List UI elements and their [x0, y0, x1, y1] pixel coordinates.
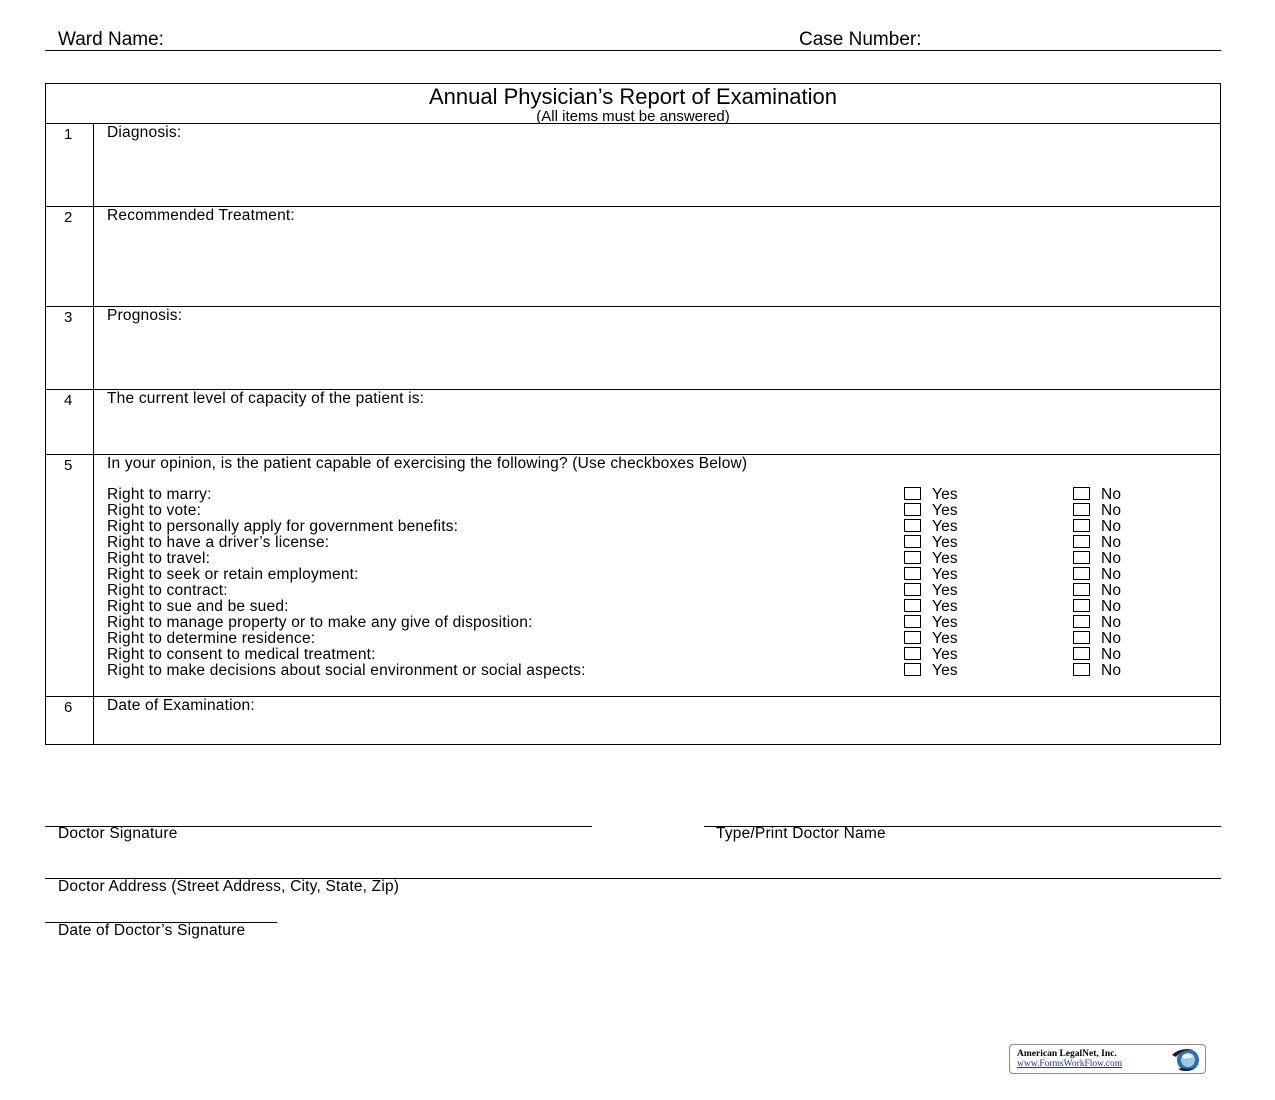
exam-report-table [45, 83, 1221, 745]
no-label: No [1101, 582, 1122, 599]
yes-option[interactable] [904, 599, 958, 615]
yes-option[interactable] [904, 615, 958, 631]
yes-label: Yes [932, 662, 958, 679]
right-label: Right to marry: [107, 486, 212, 503]
form-title-block [46, 84, 1220, 123]
row-capabilities [46, 454, 1220, 696]
header-underline [45, 50, 1221, 51]
row-number: 1 [64, 126, 73, 143]
right-label: Right to vote: [107, 502, 202, 519]
right-label: Right to make decisions about social environment or social aspects: [107, 662, 586, 679]
no-label: No [1101, 550, 1122, 567]
yes-label: Yes [932, 646, 958, 663]
row-exam-date[interactable] [46, 696, 1220, 745]
no-label: No [1101, 614, 1122, 631]
yes-option[interactable] [904, 503, 958, 519]
no-label: No [1101, 566, 1122, 583]
right-label: Right to sue and be sued: [107, 598, 289, 615]
yes-checkbox[interactable] [904, 663, 921, 676]
no-label: No [1101, 646, 1122, 663]
row-label: The current level of capacity of the patient is: [107, 390, 425, 407]
row-label: Date of Examination: [107, 697, 255, 714]
row-label: Recommended Treatment: [107, 207, 295, 224]
row-diagnosis[interactable] [46, 123, 1220, 206]
no-option[interactable] [1073, 535, 1121, 551]
yes-label: Yes [932, 486, 958, 503]
right-item [107, 615, 1167, 631]
no-option[interactable] [1073, 583, 1121, 599]
no-option[interactable] [1073, 663, 1121, 679]
case-number-label: Case Number: [799, 29, 922, 50]
right-label: Right to consent to medical treatment: [107, 646, 376, 663]
row-number: 4 [64, 392, 73, 409]
globe-icon [1168, 1047, 1204, 1073]
no-label: No [1101, 598, 1122, 615]
no-label: No [1101, 486, 1122, 503]
row-number: 5 [64, 457, 73, 474]
yes-option[interactable] [904, 519, 958, 535]
no-checkbox[interactable] [1073, 599, 1090, 612]
row-recommended-treatment[interactable] [46, 206, 1220, 306]
no-option[interactable] [1073, 647, 1121, 663]
yes-label: Yes [932, 534, 958, 551]
no-checkbox[interactable] [1073, 551, 1090, 564]
right-item [107, 519, 1167, 535]
right-item [107, 535, 1167, 551]
no-checkbox[interactable] [1073, 631, 1090, 644]
no-label: No [1101, 534, 1122, 551]
right-item [107, 663, 1167, 679]
no-option[interactable] [1073, 615, 1121, 631]
yes-checkbox[interactable] [904, 615, 921, 628]
no-option[interactable] [1073, 519, 1121, 535]
right-label: Right to travel: [107, 550, 211, 567]
yes-option[interactable] [904, 663, 958, 679]
no-checkbox[interactable] [1073, 567, 1090, 580]
right-item [107, 551, 1167, 567]
form-title: Annual Physician’s Report of Examination [428, 84, 838, 109]
no-option[interactable] [1073, 631, 1121, 647]
no-checkbox[interactable] [1073, 583, 1090, 596]
yes-checkbox[interactable] [904, 567, 921, 580]
american-legalnet-logo[interactable] [1009, 1044, 1206, 1074]
no-option[interactable] [1073, 503, 1121, 519]
right-item [107, 567, 1167, 583]
right-label: Right to have a driver’s license: [107, 534, 330, 551]
no-checkbox[interactable] [1073, 535, 1090, 548]
yes-checkbox[interactable] [904, 583, 921, 596]
no-option[interactable] [1073, 567, 1121, 583]
no-checkbox[interactable] [1073, 487, 1090, 500]
yes-checkbox[interactable] [904, 503, 921, 516]
no-option[interactable] [1073, 551, 1121, 567]
row-label: Diagnosis: [107, 124, 182, 141]
yes-option[interactable] [904, 583, 958, 599]
yes-option[interactable] [904, 535, 958, 551]
no-checkbox[interactable] [1073, 647, 1090, 660]
yes-label: Yes [932, 566, 958, 583]
yes-option[interactable] [904, 551, 958, 567]
yes-label: Yes [932, 550, 958, 567]
yes-label: Yes [932, 614, 958, 631]
logo-company-name: American LegalNet, Inc. [1017, 1049, 1117, 1059]
yes-checkbox[interactable] [904, 535, 921, 548]
right-label: Right to contract: [107, 582, 228, 599]
yes-label: Yes [932, 630, 958, 647]
right-item [107, 583, 1167, 599]
logo-url-link[interactable]: www.FormsWorkFlow.com [1017, 1059, 1123, 1069]
yes-checkbox[interactable] [904, 647, 921, 660]
yes-checkbox[interactable] [904, 599, 921, 612]
row-prognosis[interactable] [46, 306, 1220, 389]
no-label: No [1101, 502, 1122, 519]
row-capacity-level[interactable] [46, 389, 1220, 454]
right-item [107, 503, 1167, 519]
right-label: Right to manage property or to make any give of disposition: [107, 614, 533, 631]
yes-label: Yes [932, 598, 958, 615]
no-checkbox[interactable] [1073, 519, 1090, 532]
no-option[interactable] [1073, 487, 1121, 503]
yes-label: Yes [932, 582, 958, 599]
row-number: 6 [64, 699, 73, 716]
no-label: No [1101, 630, 1122, 647]
yes-checkbox[interactable] [904, 487, 921, 500]
form-subtitle: (All items must be answered) [536, 108, 730, 125]
right-label: Right to personally apply for government benefits: [107, 518, 459, 535]
yes-checkbox[interactable] [904, 551, 921, 564]
doctor-address-label: Doctor Address (Street Address, City, State, Zip) [58, 878, 400, 895]
row-label: Prognosis: [107, 307, 183, 324]
right-label: Right to seek or retain employment: [107, 566, 359, 583]
row-label: In your opinion, is the patient capable of exercising the following? (Use checkboxes Below) [107, 455, 748, 472]
no-checkbox[interactable] [1073, 663, 1090, 676]
yes-checkbox[interactable] [904, 631, 921, 644]
right-item [107, 599, 1167, 615]
yes-checkbox[interactable] [904, 519, 921, 532]
yes-option[interactable] [904, 647, 958, 663]
no-checkbox[interactable] [1073, 503, 1090, 516]
row-number: 3 [64, 309, 73, 326]
yes-option[interactable] [904, 567, 958, 583]
doctor-signature-label: Doctor Signature [58, 825, 178, 842]
no-option[interactable] [1073, 599, 1121, 615]
yes-label: Yes [932, 518, 958, 535]
right-label: Right to determine residence: [107, 630, 316, 647]
no-label: No [1101, 518, 1122, 535]
yes-option[interactable] [904, 631, 958, 647]
yes-label: Yes [932, 502, 958, 519]
row-number: 2 [64, 209, 73, 226]
yes-option[interactable] [904, 487, 958, 503]
right-item [107, 647, 1167, 663]
ward-name-label: Ward Name: [58, 29, 164, 50]
right-item [107, 487, 1167, 503]
right-item [107, 631, 1167, 647]
no-label: No [1101, 662, 1122, 679]
rights-checklist [107, 487, 1167, 679]
no-checkbox[interactable] [1073, 615, 1090, 628]
doctor-name-label: Type/Print Doctor Name [716, 825, 886, 842]
signature-date-label: Date of Doctor’s Signature [58, 922, 246, 939]
